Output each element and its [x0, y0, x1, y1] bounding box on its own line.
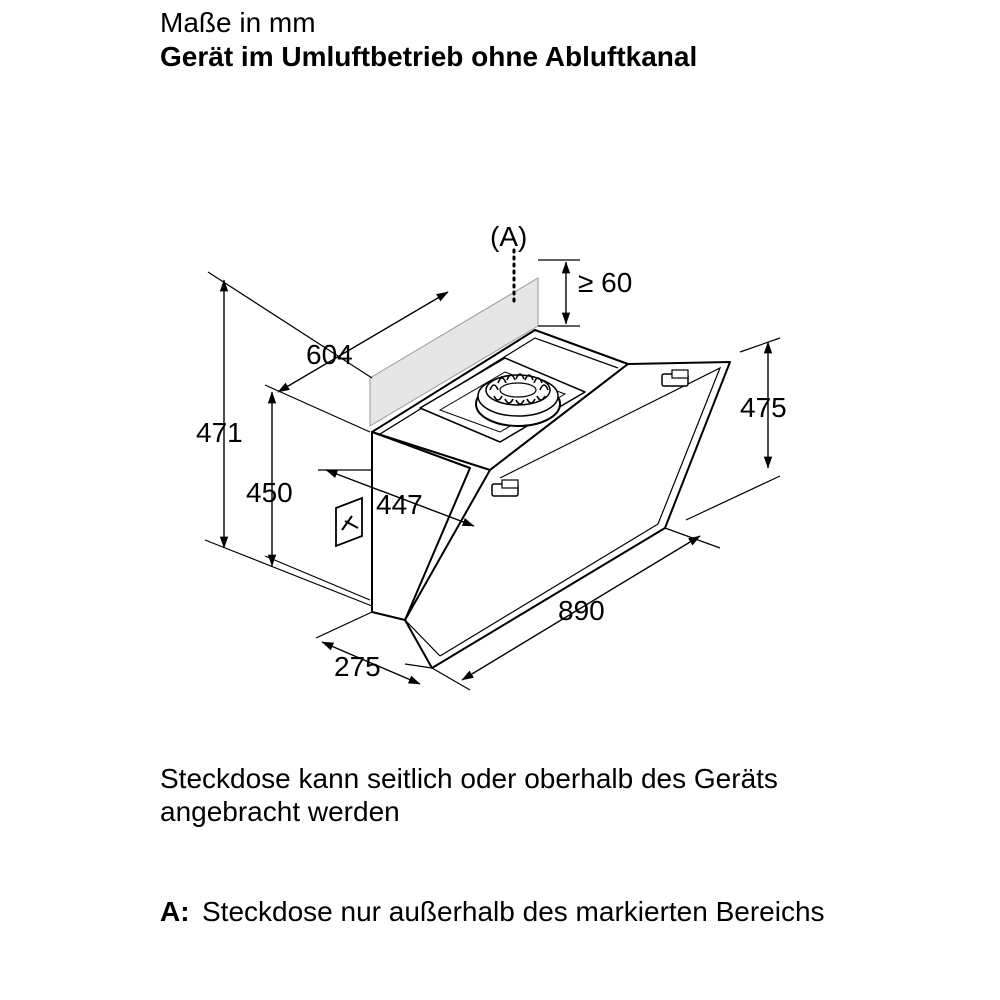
dim-label-275: 275: [334, 651, 381, 682]
dim-label-890: 890: [558, 595, 605, 626]
socket-icon: [336, 498, 362, 546]
dim-label-450: 450: [246, 477, 293, 508]
dim-label-475: 475: [740, 392, 787, 423]
socket-note: Steckdose kann seitlich oder oberhalb des Geräts angebracht werden: [160, 763, 778, 827]
legend-note: [160, 895, 920, 928]
fan-icon: [476, 374, 560, 426]
page-title: Gerät im Umluftbetrieb ohne Abluftkanal: [160, 41, 698, 72]
dim-label-447: 447: [376, 489, 423, 520]
dim-label-471: 471: [196, 417, 243, 448]
legend-key: A:: [160, 896, 190, 927]
dim-label-604: 604: [306, 339, 353, 370]
dim-label-clearance: ≥ 60: [578, 267, 633, 298]
units-label: Maße in mm: [160, 7, 316, 38]
marker-label-a: (A): [490, 221, 528, 252]
legend-text: Steckdose nur außerhalb des markierten Bereichs: [202, 896, 825, 927]
